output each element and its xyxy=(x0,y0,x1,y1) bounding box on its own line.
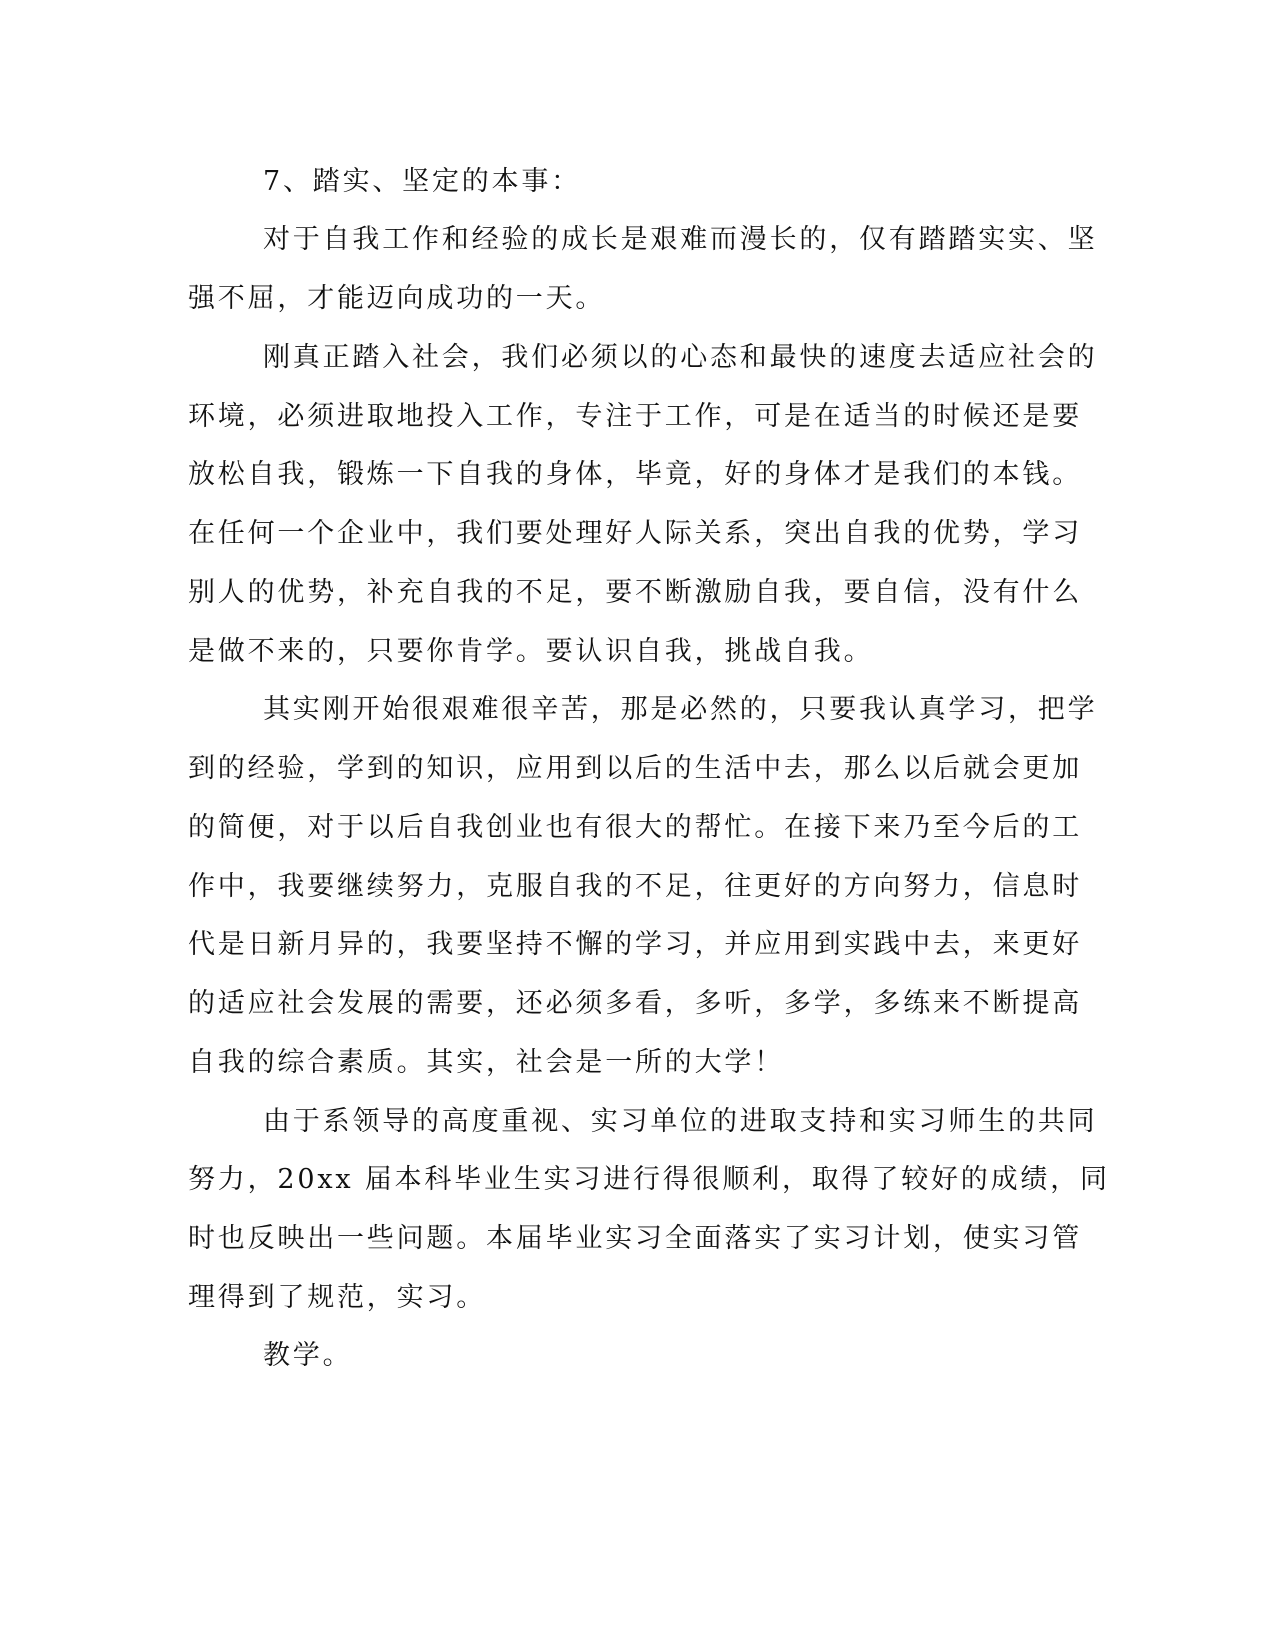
paragraph-line: 刚真正踏入社会，我们必须以的心态和最快的速度去适应社会的 xyxy=(263,342,1098,373)
paragraph-line: 的简便，对于以后自我创业也有很大的帮忙。在接下来乃至今后的工 xyxy=(188,812,1082,843)
paragraph-line: 的适应社会发展的需要，还必须多看，多听，多学，多练来不断提高 xyxy=(188,988,1082,1019)
paragraph-line: 对于自我工作和经验的成长是艰难而漫长的，仅有踏踏实实、坚 xyxy=(263,224,1098,255)
paragraph-line: 由于系领导的高度重视、实习单位的进取支持和实习师生的共同 xyxy=(263,1106,1098,1137)
paragraph-line: 时也反映出一些问题。本届毕业实习全面落实了实习计划，使实习管 xyxy=(188,1223,1082,1254)
paragraph-line: 在任何一个企业中，我们要处理好人际关系，突出自我的优势，学习 xyxy=(188,518,1082,549)
paragraph-line: 是做不来的，只要你肯学。要认识自我，挑战自我。 xyxy=(188,636,874,667)
paragraph-line: 努力，20xx 届本科毕业生实习进行得很顺利，取得了较好的成绩，同 xyxy=(188,1164,1110,1195)
paragraph-line: 放松自我，锻炼一下自我的身体，毕竟，好的身体才是我们的本钱。 xyxy=(188,459,1082,490)
paragraph-line: 代是日新月异的，我要坚持不懈的学习，并应用到实践中去，来更好 xyxy=(188,929,1082,960)
paragraph-line: 别人的优势，补充自我的不足，要不断激励自我，要自信，没有什么 xyxy=(188,577,1082,608)
paragraph-line: 其实刚开始很艰难很辛苦，那是必然的，只要我认真学习，把学 xyxy=(263,694,1098,725)
section-heading: 7、踏实、坚定的本事： xyxy=(263,166,581,197)
paragraph-line: 作中，我要继续努力，克服自我的不足，往更好的方向努力，信息时 xyxy=(188,871,1082,902)
paragraph-line: 教学。 xyxy=(263,1340,353,1371)
paragraph-line: 自我的综合素质。其实，社会是一所的大学！ xyxy=(188,1047,784,1078)
paragraph-line: 强不屈，才能迈向成功的一天。 xyxy=(188,283,606,314)
paragraph-line: 理得到了规范，实习。 xyxy=(188,1282,486,1313)
paragraph-line: 到的经验，学到的知识，应用到以后的生活中去，那么以后就会更加 xyxy=(188,753,1082,784)
paragraph-line: 环境，必须进取地投入工作，专注于工作，可是在适当的时候还是要 xyxy=(188,401,1082,432)
